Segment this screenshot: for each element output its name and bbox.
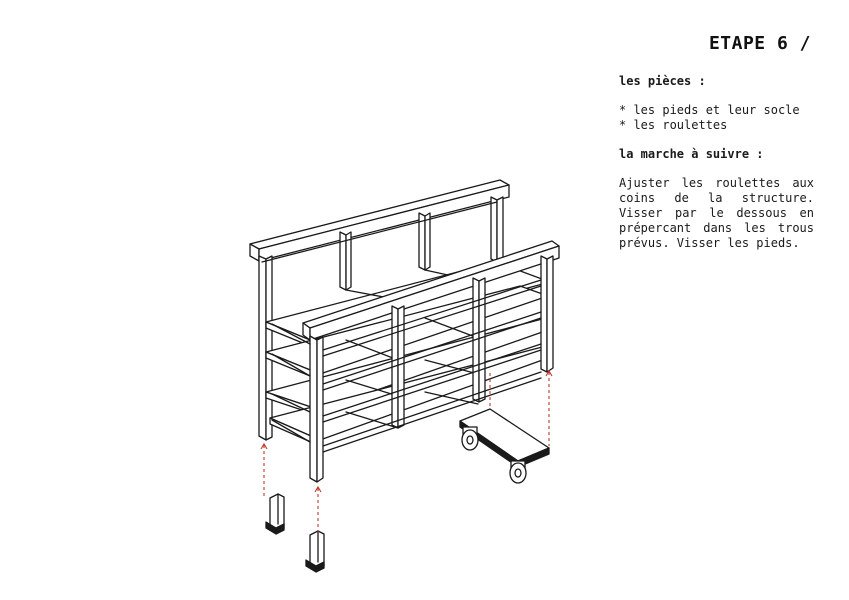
- procedure-text: Ajuster les roulettes aux coins de la structure. Visser par le dessous en prépercant dans les trous prévus. Visser les pieds.: [619, 176, 814, 250]
- parts-heading: les pièces :: [619, 74, 706, 88]
- step-title: ETAPE 6 /: [708, 33, 811, 54]
- caster-plate: [460, 409, 549, 483]
- procedure-heading: la marche à suivre :: [619, 147, 764, 161]
- instruction-panel: [619, 74, 814, 251]
- foot-left: [266, 494, 284, 534]
- wheel-right: [510, 461, 526, 483]
- parts-item-casters: * les roulettes: [619, 118, 728, 132]
- parts-item-feet: * les pieds et leur socle: [619, 103, 800, 117]
- wheel-left: [462, 427, 478, 450]
- foot-right: [306, 531, 324, 572]
- parts-list: [619, 103, 814, 133]
